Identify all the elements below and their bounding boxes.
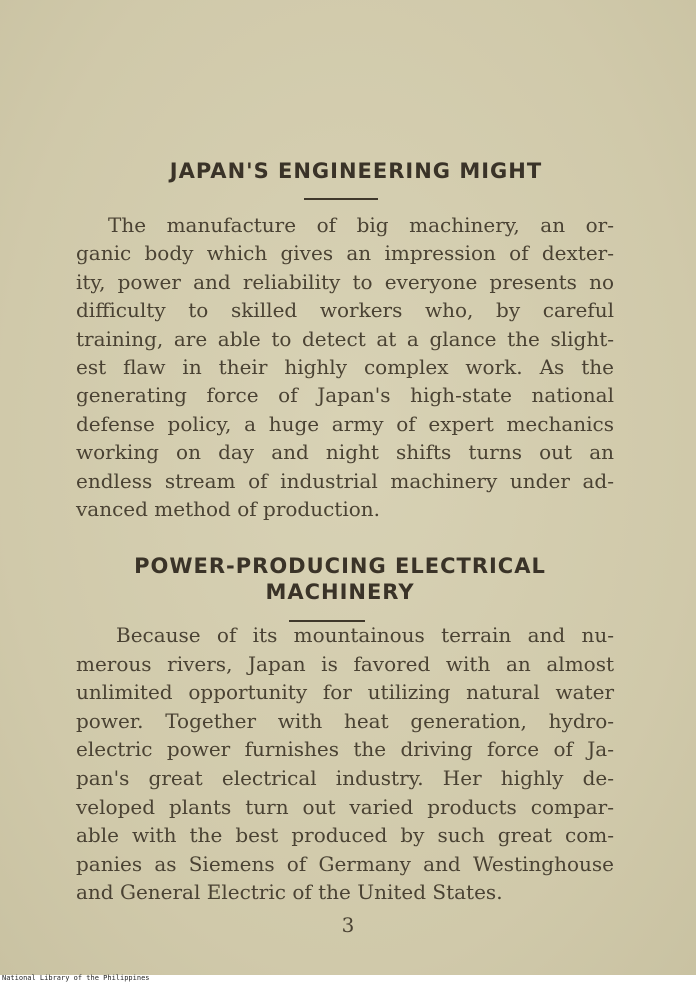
text-line: panies as Siemens of Germany and Westinghouse	[76, 851, 614, 876]
text-line: unlimited opportunity for utilizing natural water	[76, 680, 614, 705]
text-line: working on day and night shifts turns out an	[76, 440, 614, 465]
text-line: vanced method of production.	[76, 497, 381, 522]
text-line: Because of its mountainous terrain and nu-	[116, 623, 614, 647]
page-number: 3	[341, 913, 355, 937]
text-line: difficulty to skilled workers who, by careful	[76, 298, 614, 323]
paragraph-electrical	[76, 621, 614, 907]
text-line: generating force of Japan's high-state national	[76, 383, 614, 408]
text-line: ganic body which gives an impression of dexter-	[76, 241, 614, 266]
heading-rule	[304, 198, 378, 200]
text-line: pan's great electrical industry. Her highly de-	[76, 765, 614, 790]
text-line: The manufacture of big machinery, an or-	[108, 213, 614, 237]
text-line: veloped plants turn out varied products compar-	[76, 794, 614, 819]
section-heading-engineering: JAPAN'S ENGINEERING MIGHT	[169, 159, 543, 183]
text-line: power. Together with heat generation, hydro-	[76, 708, 614, 733]
section-heading-electrical	[0, 553, 688, 605]
text-line: merous rivers, Japan is favored with an almost	[76, 651, 614, 676]
heading-line: MACHINERY	[265, 580, 415, 604]
text-line: est flaw in their highly complex work. As the	[76, 355, 614, 380]
text-line: and General Electric of the United States.	[76, 880, 503, 905]
text-line: electric power furnishes the driving force of Ja-	[76, 737, 614, 762]
text-line: defense policy, a huge army of expert mechanics	[76, 411, 614, 436]
text-line: training, are able to detect at a glance the slight-	[76, 326, 614, 351]
text-line: ity, power and reliability to everyone presents no	[76, 269, 614, 294]
text-line: endless stream of industrial machinery under ad-	[76, 468, 614, 493]
heading-line: POWER-PRODUCING ELECTRICAL	[134, 554, 546, 578]
library-footer: National Library of the Philippines	[2, 974, 150, 982]
text-line: able with the best produced by such great com-	[76, 823, 614, 848]
paragraph-engineering	[76, 211, 614, 523]
